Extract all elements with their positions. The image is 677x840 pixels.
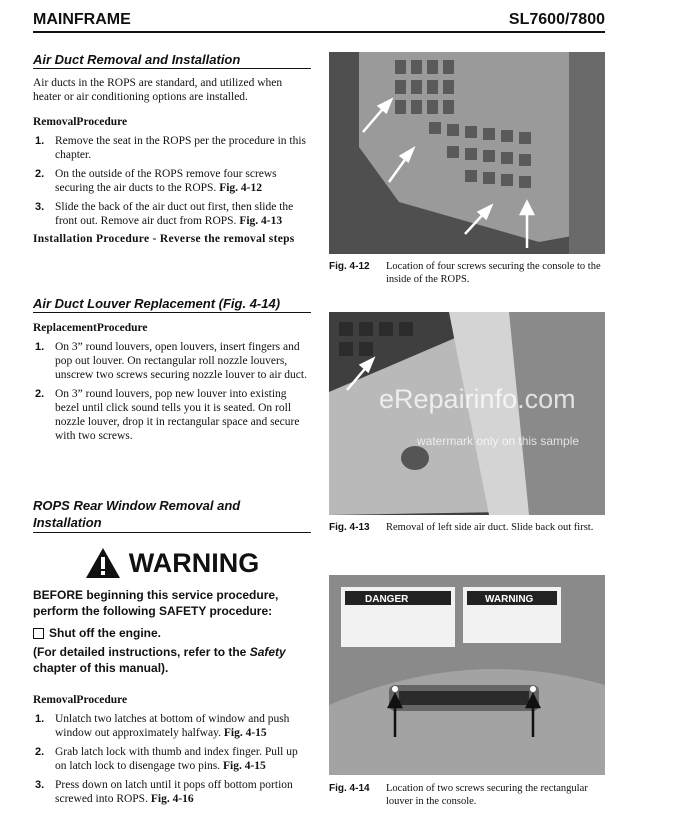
rear-window-section	[33, 498, 311, 811]
section-title: Air Duct Louver Replacement (Fig. 4-14)	[33, 296, 311, 313]
list-item: 2. On 3” round louvers, pop new louver into existing bezel until click sound tells you it is seated. On roll nozzle louver, drop it in rectangular space and secure with two screws.	[35, 388, 300, 442]
danger-label: DANGER	[365, 594, 409, 605]
watermark-note: watermark only on this sample	[417, 434, 580, 448]
subheading: RemovalProcedure	[33, 116, 128, 128]
figure-4-13-photo	[329, 312, 605, 515]
figure-label: Fig. 4-14	[329, 783, 370, 794]
header-model: SL7600/7800	[508, 11, 605, 28]
section-title-line2: Installation	[33, 515, 311, 533]
figure-4-14-caption	[329, 782, 609, 808]
warning-label: WARNING	[485, 594, 534, 605]
caption-text: Removal of left side air duct. Slide back out first.	[386, 522, 594, 533]
installation-note: Installation Procedure - Reverse the removal steps	[33, 233, 295, 245]
step-list	[33, 340, 311, 443]
watermark-site: eRepairinfo.com	[379, 384, 576, 414]
header-section-title: MAINFRAME	[33, 11, 131, 28]
section-title-line1: ROPS Rear Window Removal and	[33, 498, 241, 513]
list-item: 1. Remove the seat in the ROPS per the procedure in this chapter.	[35, 135, 307, 161]
caption-text: Location of two screws securing the rectangular louver in the console.	[386, 783, 588, 807]
figure-reference[interactable]: Fig. 4-15	[223, 760, 266, 772]
safety-checklist-item: Shut off the engine.	[33, 625, 311, 641]
warning-triangle-icon	[85, 547, 121, 579]
list-item: 1. On 3” round louvers, open louvers, insert fingers and pop out louver. On rectangular roll nozzle louvers, unscrew two screws securing nozzle louver to air duct.	[35, 341, 307, 381]
page-header	[33, 7, 605, 33]
caption-text: Location of four screws securing the console to the inside of the ROPS.	[386, 261, 601, 285]
figure-4-13-caption	[329, 521, 609, 534]
louver-section	[33, 296, 311, 448]
figure-label: Fig. 4-12	[329, 261, 370, 272]
list-item: 1. Unlatch two latches at bottom of window and push window out approximately halfway. Fig. 4-15	[35, 713, 290, 739]
figure-reference[interactable]: Fig. 4-13	[239, 215, 283, 227]
figure-reference[interactable]: Fig. 4-12	[219, 182, 262, 194]
rops-grille-illustration	[329, 52, 605, 254]
warning-title: WARNING	[128, 547, 260, 578]
warning-text: BEFORE beginning this service procedure, perform the following SAFETY procedure:	[33, 588, 279, 618]
intro-text: Air ducts in the ROPS are standard, and utilized when heater or air conditioning options are installed.	[33, 77, 283, 103]
step-list	[33, 712, 311, 806]
figure-label: Fig. 4-13	[329, 522, 370, 533]
list-item: 2. On the outside of the ROPS remove four screws securing the air ducts to the ROPS. Fig. 4-12	[35, 168, 277, 194]
warning-reference: (For detailed instructions, refer to the Safety chapter of this manual).	[33, 645, 286, 675]
list-item: 3. Press down on latch until it pops off bottom portion screwed into ROPS. Fig. 4-16	[35, 779, 293, 805]
subheading: ReplacementProcedure	[33, 322, 148, 334]
list-item: 2. Grab latch lock with thumb and index finger. Pull up on latch lock to disengage two pins. Fig. 4-15	[35, 746, 298, 772]
checkbox-icon	[33, 628, 44, 639]
figure-4-12-caption	[329, 260, 609, 286]
figure-4-12-photo	[329, 52, 605, 254]
warning-heading	[33, 547, 311, 579]
step-list	[33, 134, 311, 228]
subheading: RemovalProcedure	[33, 694, 128, 706]
figure-4-14-photo	[329, 575, 605, 775]
figure-reference[interactable]: Fig. 4-16	[150, 793, 194, 805]
warning-box	[33, 547, 311, 676]
figure-reference[interactable]: Fig. 4-15	[223, 727, 267, 739]
list-item: 3. Slide the back of the air duct out first, then slide the front out. Remove air duct from ROPS. Fig. 4-13	[35, 201, 294, 227]
section-title: Air Duct Removal and Installation	[33, 52, 311, 69]
air-duct-section	[33, 52, 311, 245]
louver-illustration	[329, 575, 605, 775]
